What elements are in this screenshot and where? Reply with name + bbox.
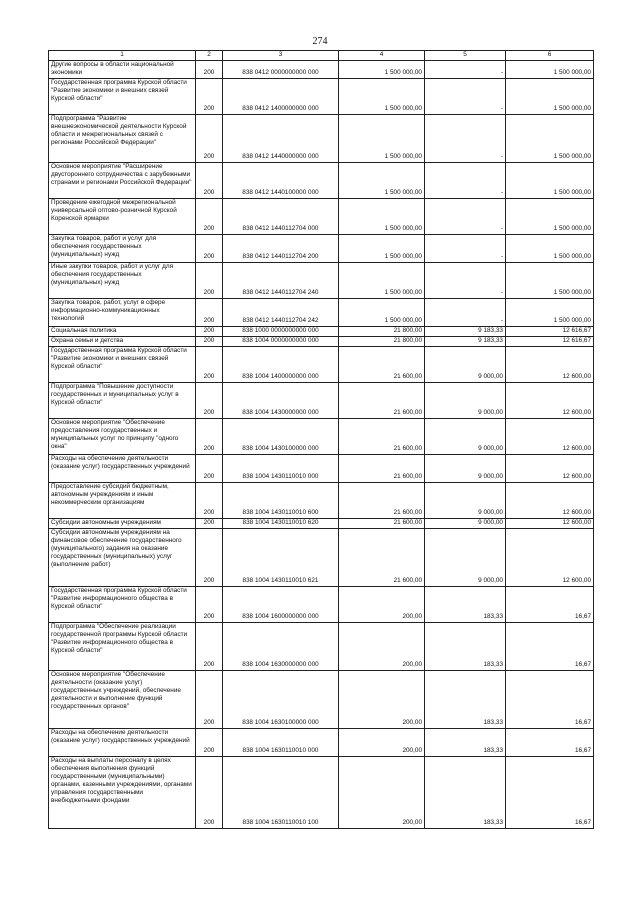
row-budget-classification: 838 1004 1630110010 000: [223, 729, 339, 757]
row-amount-col6: 12 600,00: [506, 483, 594, 519]
row-budget-classification: 838 1004 1430110010 000: [223, 455, 339, 483]
table-row: [49, 299, 594, 327]
row-code: 200: [196, 327, 223, 337]
row-amount-col6: 1 500 000,00: [506, 115, 594, 163]
row-amount-col4: 1 500 000,00: [339, 235, 425, 263]
row-amount-col5: -: [425, 263, 506, 299]
row-amount-col5: -: [425, 299, 506, 327]
row-budget-classification: 838 0412 1400000000 000: [223, 79, 339, 115]
row-code: 200: [196, 263, 223, 299]
row-amount-col5: -: [425, 199, 506, 235]
row-code: 200: [196, 199, 223, 235]
row-budget-classification: 838 1004 1600000000 000: [223, 587, 339, 623]
row-amount-col5: -: [425, 163, 506, 199]
row-description: Иные закупки товаров, работ и услуг для обеспечения государственных (муниципальных) нужд: [49, 263, 196, 299]
row-amount-col4: 21 600,00: [339, 383, 425, 419]
row-amount-col5: 9 183,33: [425, 327, 506, 337]
row-amount-col4: 21 600,00: [339, 519, 425, 529]
row-amount-col5: 9 183,33: [425, 337, 506, 347]
row-amount-col4: 200,00: [339, 623, 425, 671]
row-description: Социальная политика: [49, 327, 196, 337]
row-amount-col4: 21 800,00: [339, 327, 425, 337]
table-header-row: [49, 51, 594, 61]
column-header: 1: [49, 51, 196, 61]
row-amount-col6: 1 500 000,00: [506, 235, 594, 263]
row-amount-col6: 12 600,00: [506, 529, 594, 587]
row-amount-col5: 183,33: [425, 671, 506, 729]
table-row: [49, 671, 594, 729]
row-amount-col6: 12 600,00: [506, 419, 594, 455]
column-header: 4: [339, 51, 425, 61]
row-code: 200: [196, 299, 223, 327]
page-number: 274: [312, 36, 328, 47]
row-code: 200: [196, 163, 223, 199]
row-amount-col6: 1 500 000,00: [506, 263, 594, 299]
row-budget-classification: 838 1004 1430110010 620: [223, 519, 339, 529]
row-amount-col5: 9 000,00: [425, 419, 506, 455]
table-row: [49, 263, 594, 299]
row-amount-col5: 183,33: [425, 757, 506, 829]
row-description: Основное мероприятие "Обеспечение деятельности (оказание услуг) государственных учреждений, обеспечение деятельности и выполнение функций государственных органов": [49, 671, 196, 729]
row-amount-col6: 16,67: [506, 757, 594, 829]
table-row: [49, 623, 594, 671]
row-amount-col6: 12 616,67: [506, 337, 594, 347]
row-amount-col6: 16,67: [506, 623, 594, 671]
row-amount-col6: 1 500 000,00: [506, 61, 594, 79]
table-row: [49, 347, 594, 383]
row-description: Государственная программа Курской области "Развитие экономики и внешних связей Курской области": [49, 347, 196, 383]
row-amount-col4: 21 600,00: [339, 529, 425, 587]
row-amount-col6: 12 600,00: [506, 383, 594, 419]
row-amount-col4: 1 500 000,00: [339, 115, 425, 163]
row-description: Охрана семьи и детства: [49, 337, 196, 347]
row-budget-classification: 838 1004 0000000000 000: [223, 337, 339, 347]
row-code: 200: [196, 519, 223, 529]
row-amount-col5: 9 000,00: [425, 483, 506, 519]
row-budget-classification: 838 0412 1440112704 000: [223, 199, 339, 235]
row-code: 200: [196, 235, 223, 263]
row-amount-col5: -: [425, 115, 506, 163]
row-code: 200: [196, 623, 223, 671]
row-code: 200: [196, 337, 223, 347]
row-amount-col5: 9 000,00: [425, 347, 506, 383]
row-budget-classification: 838 0412 1440112704 240: [223, 263, 339, 299]
table-row: [49, 327, 594, 337]
row-description: Предоставление субсидий бюджетным, автономным учреждениям и иным некоммерческим организациям: [49, 483, 196, 519]
row-budget-classification: 838 1004 1630110010 100: [223, 757, 339, 829]
row-amount-col5: 9 000,00: [425, 529, 506, 587]
row-amount-col6: 12 616,67: [506, 327, 594, 337]
row-budget-classification: 838 1004 1430110010 621: [223, 529, 339, 587]
row-amount-col5: 183,33: [425, 587, 506, 623]
row-code: 200: [196, 115, 223, 163]
row-amount-col6: 1 500 000,00: [506, 79, 594, 115]
row-code: 200: [196, 79, 223, 115]
row-code: 200: [196, 483, 223, 519]
row-budget-classification: 838 1004 1430100000 000: [223, 419, 339, 455]
row-code: 200: [196, 587, 223, 623]
table-row: [49, 383, 594, 419]
row-description: Подпрограмма "Повышение доступности государственных и муниципальных услуг в Курской области": [49, 383, 196, 419]
row-amount-col4: 21 600,00: [339, 347, 425, 383]
row-amount-col6: 1 500 000,00: [506, 199, 594, 235]
row-budget-classification: 838 1000 0000000000 000: [223, 327, 339, 337]
budget-table: [48, 50, 594, 829]
row-budget-classification: 838 1004 1630000000 000: [223, 623, 339, 671]
row-budget-classification: 838 0412 1440112704 242: [223, 299, 339, 327]
row-description: Закупка товаров, работ и услуг для обеспечения государственных (муниципальных) нужд: [49, 235, 196, 263]
row-amount-col4: 200,00: [339, 729, 425, 757]
row-code: 200: [196, 757, 223, 829]
row-budget-classification: 838 0412 1440000000 000: [223, 115, 339, 163]
row-description: Субсидии автономным учреждениям: [49, 519, 196, 529]
row-amount-col4: 1 500 000,00: [339, 79, 425, 115]
row-budget-classification: 838 0412 1440100000 000: [223, 163, 339, 199]
row-budget-classification: 838 0412 1440112704 200: [223, 235, 339, 263]
table-row: [49, 235, 594, 263]
table-row: [49, 587, 594, 623]
row-amount-col5: 183,33: [425, 623, 506, 671]
table-row: [49, 483, 594, 519]
row-amount-col6: 12 600,00: [506, 347, 594, 383]
row-code: 200: [196, 529, 223, 587]
row-amount-col6: 1 500 000,00: [506, 299, 594, 327]
row-amount-col4: 1 500 000,00: [339, 199, 425, 235]
row-amount-col5: 9 000,00: [425, 519, 506, 529]
row-amount-col4: 1 500 000,00: [339, 299, 425, 327]
row-description: Основное мероприятие "Расширение двустороннего сотрудничества с зарубежными странами и регионами Российской Федерации": [49, 163, 196, 199]
row-amount-col5: 9 000,00: [425, 455, 506, 483]
table-row: [49, 419, 594, 455]
table-row: [49, 337, 594, 347]
row-code: 200: [196, 61, 223, 79]
table-row: [49, 115, 594, 163]
row-description: Другие вопросы в области национальной экономики: [49, 61, 196, 79]
row-description: Государственная программа Курской области "Развитие экономики и внешних связей Курской области": [49, 79, 196, 115]
row-description: Проведение ежегодной межрегиональной универсальной оптово-розничной Курской Коренской ярмарки: [49, 199, 196, 235]
row-description: Подпрограмма "Развитие внешнеэкономической деятельности Курской области и межрегиональных связей с регионами Российской Федерации": [49, 115, 196, 163]
row-code: 200: [196, 419, 223, 455]
row-budget-classification: 838 1004 1430110010 600: [223, 483, 339, 519]
table-row: [49, 163, 594, 199]
row-amount-col6: 16,67: [506, 587, 594, 623]
row-amount-col4: 21 600,00: [339, 455, 425, 483]
table-row: [49, 455, 594, 483]
row-amount-col6: 1 500 000,00: [506, 163, 594, 199]
row-description: Субсидии автономным учреждениям на финансовое обеспечение государственного (муниципального) задания на оказание государственных (муниципальных) услуг (выполнение работ): [49, 529, 196, 587]
row-amount-col6: 12 600,00: [506, 519, 594, 529]
row-amount-col5: 183,33: [425, 729, 506, 757]
row-code: 200: [196, 671, 223, 729]
table-row: [49, 529, 594, 587]
row-amount-col4: 21 800,00: [339, 337, 425, 347]
row-description: Расходы на обеспечение деятельности (оказание услуг) государственных учреждений: [49, 455, 196, 483]
row-amount-col6: 12 600,00: [506, 455, 594, 483]
column-header: 6: [506, 51, 594, 61]
column-header: 3: [223, 51, 339, 61]
column-header: 5: [425, 51, 506, 61]
row-amount-col6: 16,67: [506, 671, 594, 729]
row-code: 200: [196, 729, 223, 757]
row-amount-col4: 21 600,00: [339, 419, 425, 455]
table-row: [49, 757, 594, 829]
row-budget-classification: 838 1004 1400000000 000: [223, 347, 339, 383]
row-amount-col4: 200,00: [339, 587, 425, 623]
table-row: [49, 199, 594, 235]
row-budget-classification: 838 0412 0000000000 000: [223, 61, 339, 79]
row-description: Расходы на выплаты персоналу в целях обеспечения выполнения функций государственными (муниципальными) органами, казенными учреждениями, органами управления государственными внебюджетными фондами: [49, 757, 196, 829]
row-code: 200: [196, 455, 223, 483]
row-amount-col5: -: [425, 235, 506, 263]
row-description: Основное мероприятие "Обеспечение предоставления государственных и муниципальных услуг по принципу "одного окна": [49, 419, 196, 455]
row-amount-col4: 1 500 000,00: [339, 163, 425, 199]
table-row: [49, 79, 594, 115]
row-amount-col4: 200,00: [339, 671, 425, 729]
row-amount-col4: 1 500 000,00: [339, 263, 425, 299]
row-amount-col4: 21 600,00: [339, 483, 425, 519]
row-description: Закупка товаров, работ, услуг в сфере информационно-коммуникационных технологий: [49, 299, 196, 327]
row-amount-col4: 1 500 000,00: [339, 61, 425, 79]
row-code: 200: [196, 383, 223, 419]
row-amount-col4: 200,00: [339, 757, 425, 829]
row-budget-classification: 838 1004 1430000000 000: [223, 383, 339, 419]
row-description: Государственная программа Курской области "Развитие информационного общества в Курской области": [49, 587, 196, 623]
table-row: [49, 729, 594, 757]
row-amount-col5: 9 000,00: [425, 383, 506, 419]
row-amount-col5: -: [425, 61, 506, 79]
table-row: [49, 61, 594, 79]
row-description: Подпрограмма "Обеспечение реализации государственной программы Курской области "Развитие информационного общества в Курской области": [49, 623, 196, 671]
row-description: Расходы на обеспечение деятельности (оказание услуг) государственных учреждений: [49, 729, 196, 757]
table-row: [49, 519, 594, 529]
row-amount-col6: 16,67: [506, 729, 594, 757]
row-amount-col5: -: [425, 79, 506, 115]
column-header: 2: [196, 51, 223, 61]
row-budget-classification: 838 1004 1630100000 000: [223, 671, 339, 729]
row-code: 200: [196, 347, 223, 383]
